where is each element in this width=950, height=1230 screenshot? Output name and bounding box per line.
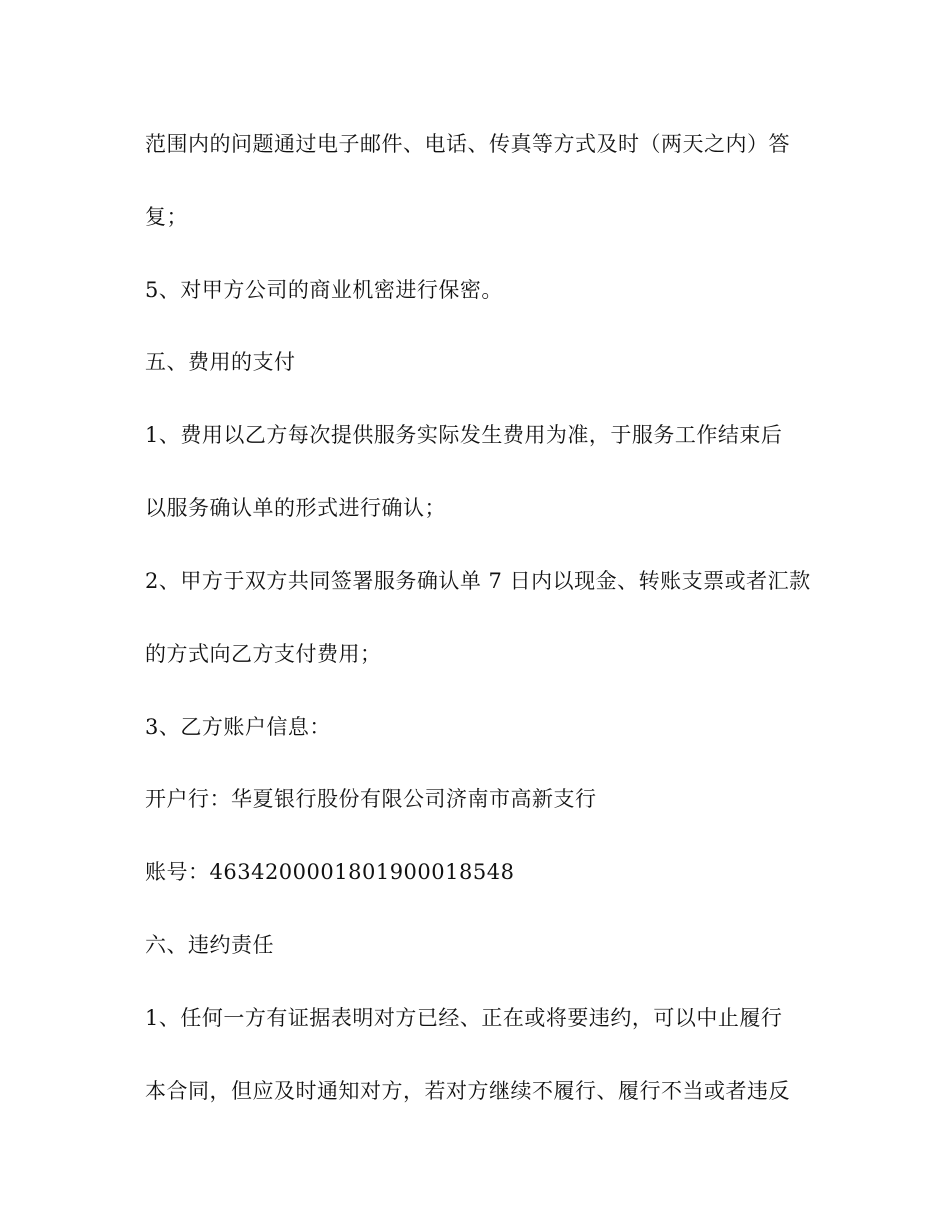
paragraph-line: 1、费用以乙方每次提供服务实际发生费用为准，于服务工作结束后 bbox=[145, 423, 783, 447]
paragraph-line: 范围内的问题通过电子邮件、电话、传真等方式及时（两天之内）答 bbox=[145, 132, 790, 156]
section-heading: 五、费用的支付 bbox=[145, 350, 296, 374]
paragraph-line: 3、乙方账户信息： bbox=[145, 715, 331, 739]
paragraph-line: 2、甲方于双方共同签署服务确认单 7 日内以现金、转账支票或者汇款 bbox=[145, 569, 811, 593]
paragraph-line: 以服务确认单的形式进行确认； bbox=[145, 496, 446, 520]
paragraph-line: 1、任何一方有证据表明对方已经、正在或将要违约，可以中止履行 bbox=[145, 1006, 783, 1030]
bank-name-line: 开户行：华夏银行股份有限公司济南市高新支行 bbox=[145, 787, 597, 811]
paragraph-line: 5、对甲方公司的商业机密进行保密。 bbox=[145, 278, 503, 302]
account-number-line: 账号：46342000018019000185​48 bbox=[145, 860, 515, 884]
paragraph-line: 复； bbox=[145, 205, 188, 229]
paragraph-line: 本合同，但应及时通知对方，若对方继续不履行、履行不当或者违反 bbox=[145, 1079, 790, 1103]
paragraph-line: 的方式向乙方支付费用； bbox=[145, 642, 382, 666]
section-heading: 六、违约责任 bbox=[145, 933, 274, 957]
